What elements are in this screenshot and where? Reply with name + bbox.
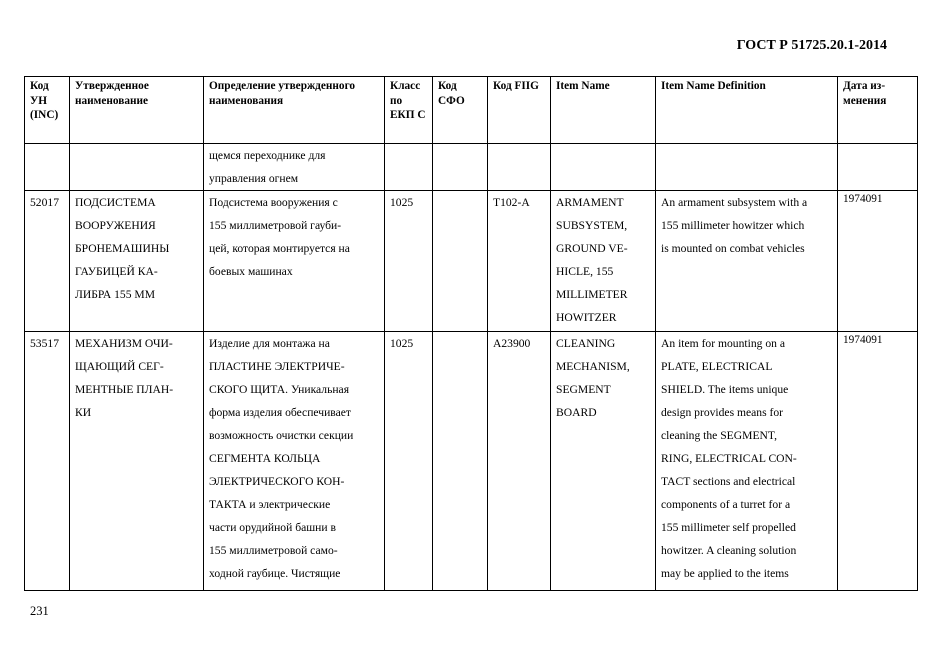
cell-approved-name: ПОДСИСТЕМА ВООРУЖЕНИЯ БРОНЕМАШИНЫ ГАУБИЦЕЙ КА- ЛИБРА 155 ММ: [70, 191, 204, 332]
column-header-date: Дата из-менения: [838, 77, 918, 144]
cell-inc: 52017: [25, 191, 70, 332]
cell-class: [385, 144, 433, 191]
cell-sfo: [433, 191, 488, 332]
table-row: [25, 332, 918, 591]
cell-fiig: A23900: [488, 332, 551, 591]
cell-item-definition: [656, 144, 838, 191]
cell-date: 1974091: [838, 191, 918, 332]
cell-fiig: T102-A: [488, 191, 551, 332]
cell-definition: Подсистема вооружения с 155 миллиметровой гауби- цей, которая монтируется на боевых машинах: [204, 191, 385, 332]
column-header-class: Класс по ЕКП С: [385, 77, 433, 144]
cell-date: 1974091: [838, 332, 918, 591]
table-row: [25, 191, 918, 332]
cell-item-name: CLEANING MECHANISM, SEGMENT BOARD: [551, 332, 656, 591]
page-number: 231: [30, 604, 49, 618]
catalog-table: [24, 76, 918, 591]
cell-definition: щемся переходнике для управления огнем: [204, 144, 385, 191]
column-header-fiig: Код FIIG: [488, 77, 551, 144]
cell-item-name: ARMAMENT SUBSYSTEM, GROUND VE- HICLE, 155 MILLIMETER HOWITZER: [551, 191, 656, 332]
column-header-approved-name: Утвержденное наименование: [70, 77, 204, 144]
cell-definition: Изделие для монтажа на ПЛАСТИНЕ ЭЛЕКТРИЧЕ- СКОГО ЩИТА. Уникальная форма изделия обеспечивает возможность очистки секции СЕГМЕНТА КОЛЬЦА ЭЛЕКТРИЧЕСКОГО КОН- ТАКТА и электрические части орудийной башни в 155 миллиметровой само- ходной гаубице. Чистящие: [204, 332, 385, 591]
cell-fiig: [488, 144, 551, 191]
cell-approved-name: МЕХАНИЗМ ОЧИ- ЩАЮЩИЙ СЕГ- МЕНТНЫЕ ПЛАН- КИ: [70, 332, 204, 591]
table-header-row: [25, 77, 918, 144]
cell-class: 1025: [385, 191, 433, 332]
column-header-item-definition: Item Name Definition: [656, 77, 838, 144]
cell-inc: [25, 144, 70, 191]
column-header-sfo: Код СФО: [433, 77, 488, 144]
column-header-definition: Определение утвержденного наименования: [204, 77, 385, 144]
cell-item-name: [551, 144, 656, 191]
cell-approved-name: [70, 144, 204, 191]
cell-inc: 53517: [25, 332, 70, 591]
cell-class: 1025: [385, 332, 433, 591]
column-header-item-name: Item Name: [551, 77, 656, 144]
cell-sfo: [433, 332, 488, 591]
column-header-inc: Код УН (INC): [25, 77, 70, 144]
cell-date: [838, 144, 918, 191]
document-standard-number: ГОСТ Р 51725.20.1-2014: [736, 38, 887, 53]
cell-sfo: [433, 144, 488, 191]
table-row: [25, 144, 918, 191]
cell-item-definition: An item for mounting on a PLATE, ELECTRICAL SHIELD. The items unique design provides means for cleaning the SEGMENT, RING, ELECTRICAL CON- TACT sections and electrical components of a turret for a 155 millimeter self propelled howitzer. A cleaning solution may be applied to the items: [656, 332, 838, 591]
cell-item-definition: An armament subsystem with a 155 millimeter howitzer which is mounted on combat vehicles: [656, 191, 838, 332]
